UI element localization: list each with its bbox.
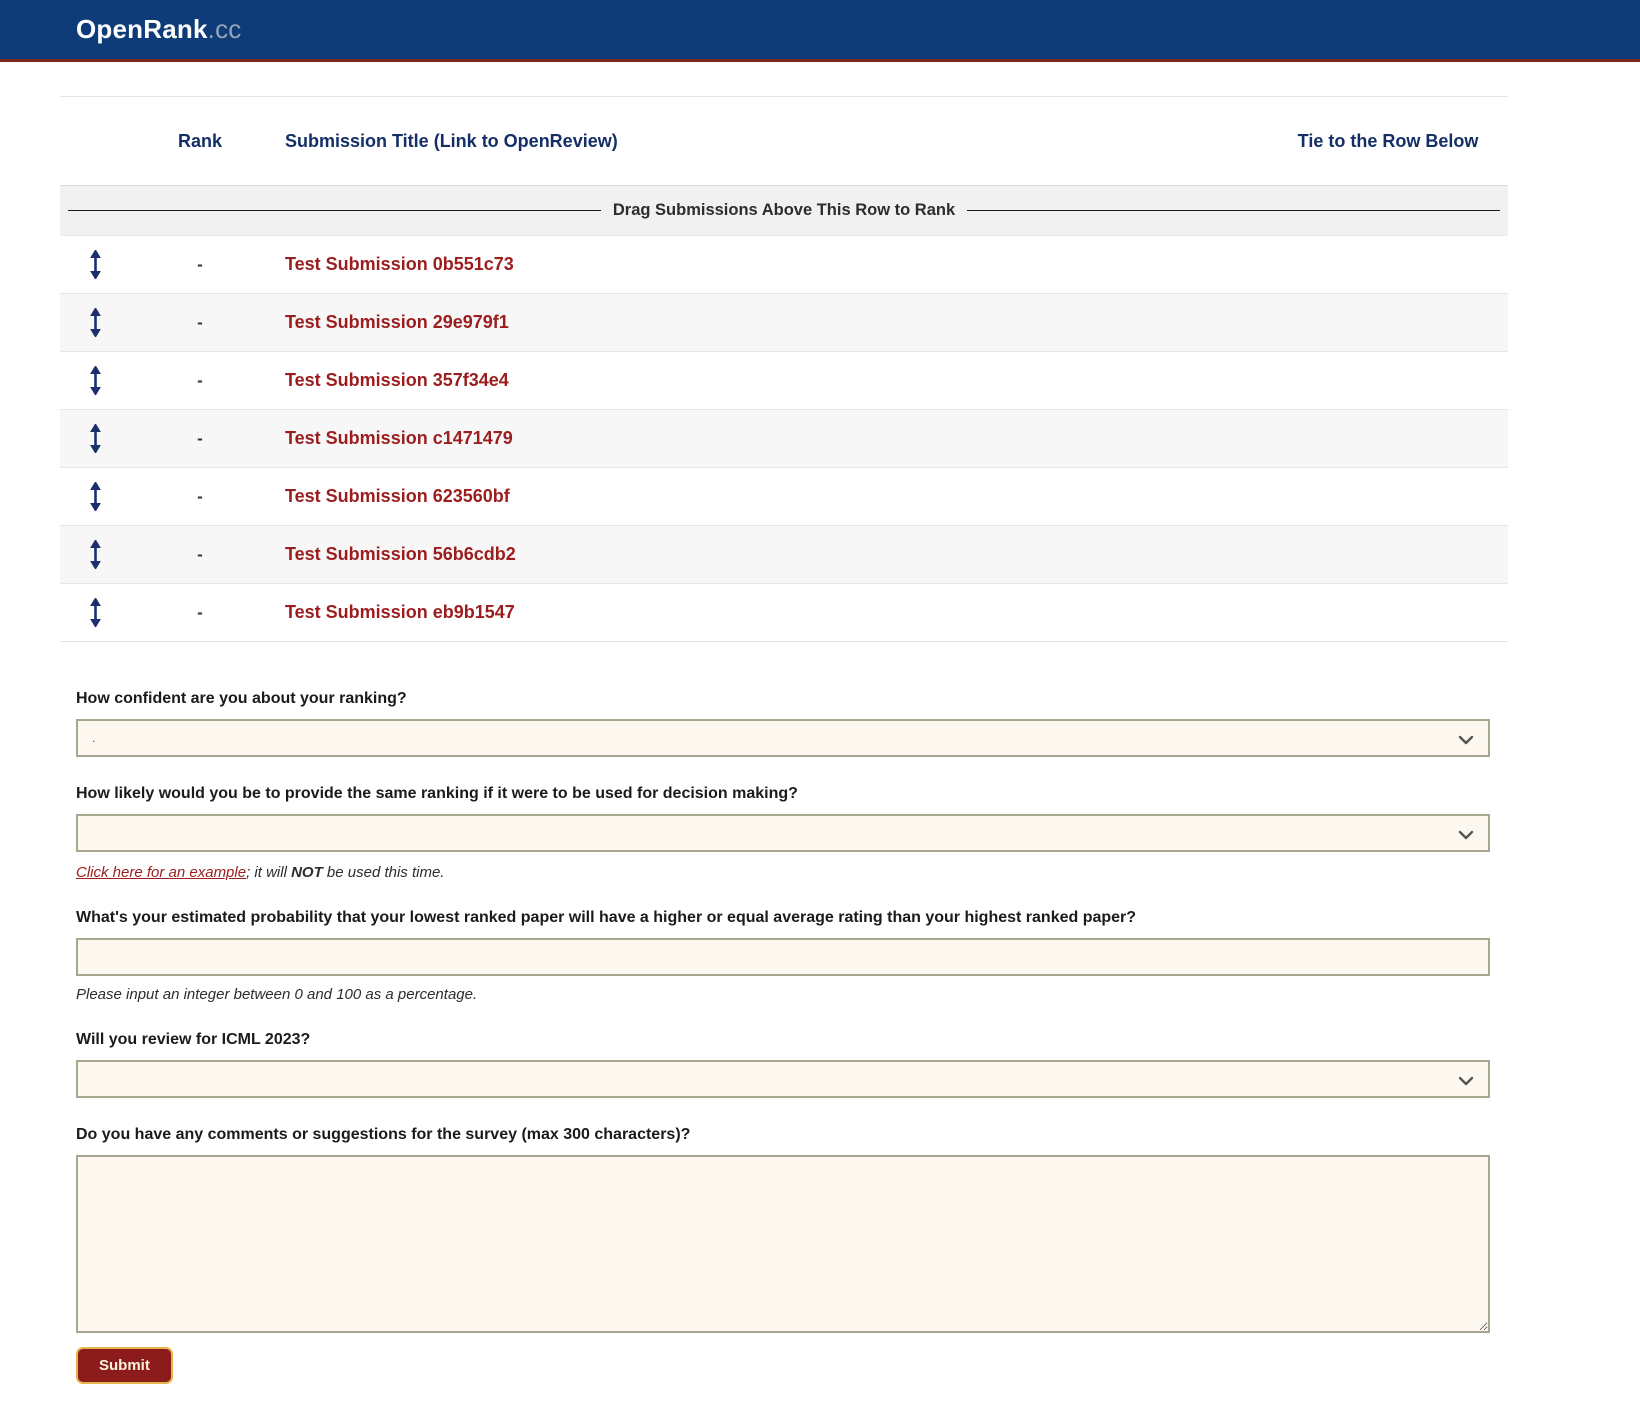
submission-row[interactable] <box>60 525 1508 583</box>
drag-updown-icon <box>89 482 102 511</box>
drag-handle[interactable] <box>60 482 130 511</box>
drag-updown-icon <box>89 366 102 395</box>
submission-row[interactable] <box>60 409 1508 467</box>
probability-question-label: What's your estimated probability that your lowest ranked paper will have a higher or equal average rating than your highest ranked paper? <box>76 909 1137 926</box>
divider-line-left <box>68 210 601 211</box>
example-note-bold: NOT <box>291 864 323 881</box>
probability-hint: Please input an integer between 0 and 100 as a percentage. <box>76 986 478 1003</box>
drag-updown-icon <box>89 598 102 627</box>
review-question-label: Will you review for ICML 2023? <box>76 1031 311 1048</box>
divider-label: Drag Submissions Above This Row to Rank <box>612 201 956 219</box>
drag-handle[interactable] <box>60 540 130 569</box>
divider-line-right <box>967 210 1500 211</box>
submission-row[interactable] <box>60 467 1508 525</box>
submission-row[interactable] <box>60 235 1508 293</box>
chevron-down-icon <box>1458 827 1474 843</box>
submission-link[interactable]: Test Submission 623560bf <box>285 486 510 506</box>
submit-button[interactable]: Submit <box>76 1347 173 1384</box>
rank-value: - <box>197 312 203 332</box>
title-column-header: Submission Title (Link to OpenReview) <box>285 130 618 151</box>
example-note <box>76 864 1490 881</box>
chevron-down-icon <box>1458 732 1474 748</box>
rank-value: - <box>197 486 203 506</box>
table-header-row <box>60 97 1508 185</box>
submission-row[interactable] <box>60 351 1508 409</box>
drag-updown-icon <box>89 308 102 337</box>
confidence-select-value: . <box>92 731 96 745</box>
rank-value: - <box>197 370 203 390</box>
drag-updown-icon <box>89 424 102 453</box>
probability-input[interactable] <box>76 938 1490 976</box>
brand-suffix: .cc <box>207 14 242 44</box>
rank-value: - <box>197 254 203 274</box>
tie-column-header: Tie to the Row Below <box>1297 130 1479 151</box>
rank-value: - <box>197 544 203 564</box>
drag-updown-icon <box>89 540 102 569</box>
rank-value: - <box>197 602 203 622</box>
example-note-middle: ; it will <box>246 864 292 881</box>
drag-handle[interactable] <box>60 424 130 453</box>
confidence-select[interactable] <box>76 719 1490 757</box>
main-content <box>0 96 1640 1384</box>
drag-handle[interactable] <box>60 308 130 337</box>
submission-row[interactable] <box>60 293 1508 351</box>
submission-link[interactable]: Test Submission 357f34e4 <box>285 370 509 390</box>
brand-logo[interactable] <box>76 14 241 45</box>
top-nav-bar <box>0 0 1640 62</box>
example-link[interactable]: Click here for an example <box>76 864 247 881</box>
review-select[interactable] <box>76 1060 1490 1098</box>
comments-textarea[interactable] <box>76 1155 1490 1333</box>
submission-link[interactable]: Test Submission 56b6cdb2 <box>285 544 516 564</box>
drag-handle[interactable] <box>60 250 130 279</box>
rank-column-header: Rank <box>177 130 222 151</box>
comments-question-label: Do you have any comments or suggestions for the survey (max 300 characters)? <box>76 1126 691 1143</box>
drag-divider-row <box>60 185 1508 235</box>
submission-row[interactable] <box>60 583 1508 641</box>
drag-handle[interactable] <box>60 366 130 395</box>
rank-value: - <box>197 428 203 448</box>
confidence-question-label: How confident are you about your ranking? <box>76 690 407 707</box>
example-note-end: be used this time. <box>322 864 445 881</box>
submission-link[interactable]: Test Submission eb9b1547 <box>285 602 515 622</box>
submission-link[interactable]: Test Submission 29e979f1 <box>285 312 509 332</box>
drag-handle[interactable] <box>60 598 130 627</box>
chevron-down-icon <box>1458 1073 1474 1089</box>
decision-select[interactable] <box>76 814 1490 852</box>
submission-link[interactable]: Test Submission c1471479 <box>285 428 513 448</box>
ranking-table <box>60 96 1508 642</box>
brand-name: OpenRank <box>76 14 208 44</box>
drag-updown-icon <box>89 250 102 279</box>
submission-link[interactable]: Test Submission 0b551c73 <box>285 254 514 274</box>
decision-question-label: How likely would you be to provide the same ranking if it were to be used for decision making? <box>76 785 798 802</box>
survey-form <box>76 690 1490 1384</box>
